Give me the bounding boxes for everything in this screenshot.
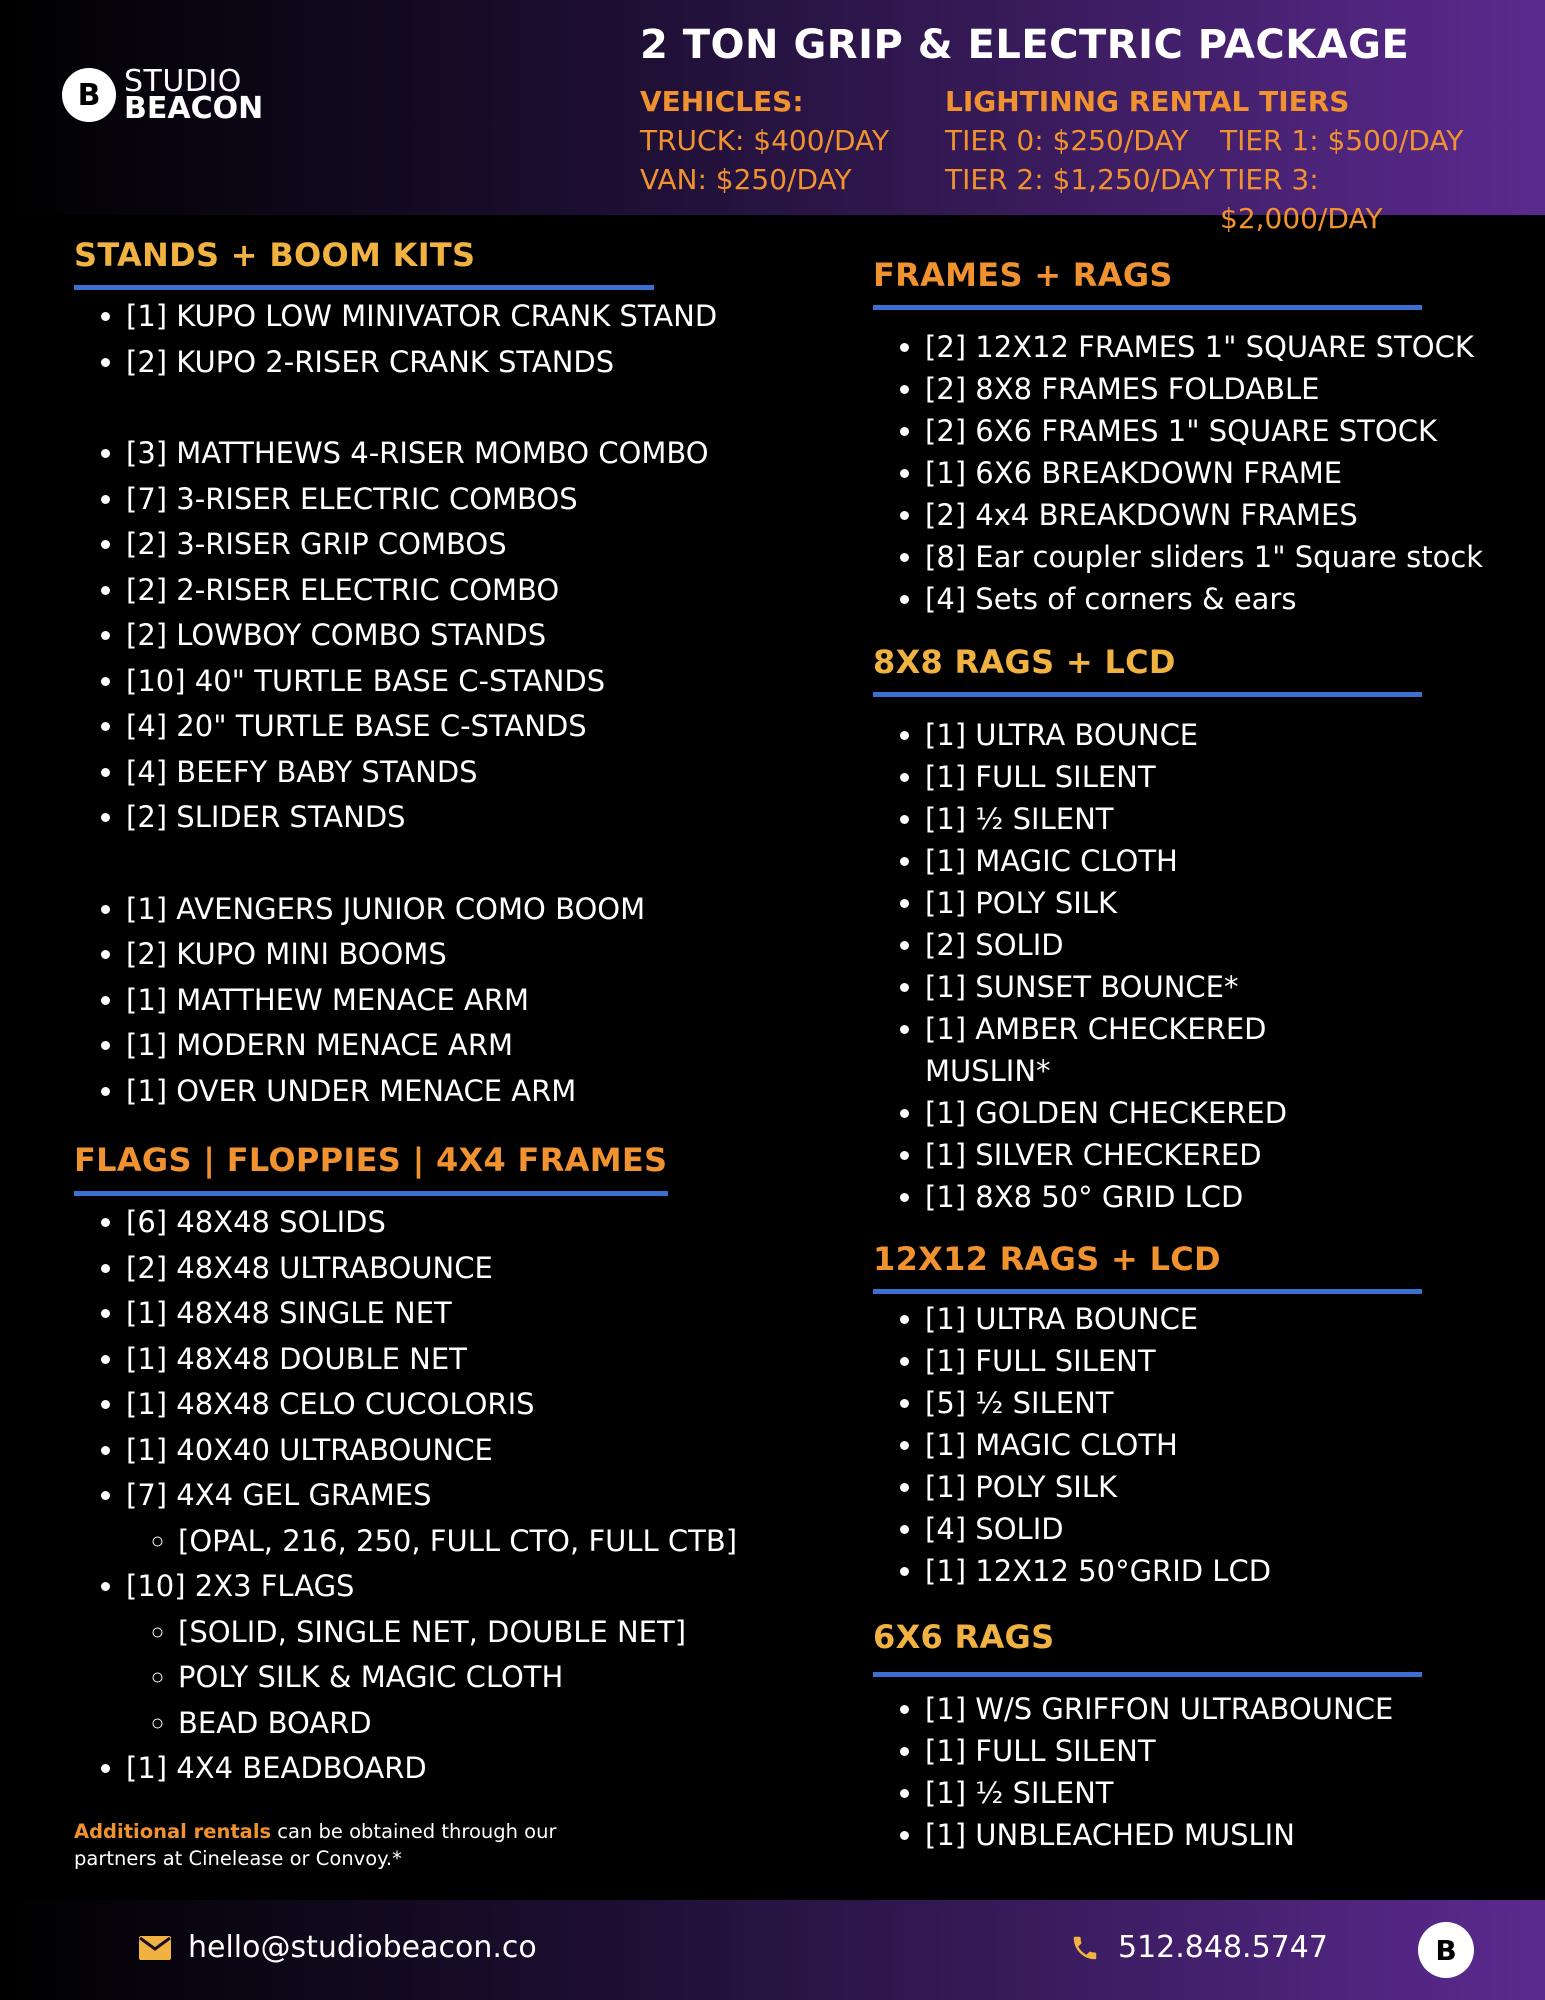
additional-rentals-note bbox=[74, 1818, 614, 1872]
sub-list-item: ◦ POLY SILK & MAGIC CLOTH bbox=[178, 1655, 737, 1701]
list-item: • [1] 48X48 SINGLE NET bbox=[126, 1291, 737, 1337]
list-item: • [1] ½ SILENT bbox=[925, 798, 1287, 840]
vehicles-block bbox=[640, 82, 889, 199]
list-item: • [1] ½ SILENT bbox=[925, 1772, 1393, 1814]
tier-0: TIER 0: $250/DAY bbox=[945, 124, 1189, 157]
list-item: • [1] GOLDEN CHECKERED bbox=[925, 1092, 1287, 1134]
rags6-list bbox=[873, 1688, 1393, 1856]
beacon-badge-logo: B bbox=[1418, 1922, 1474, 1978]
frames-list bbox=[873, 326, 1483, 620]
list-item: • [1] SILVER CHECKERED bbox=[925, 1134, 1287, 1176]
footer-email[interactable] bbox=[138, 1930, 537, 1965]
list-item: • [1] 48X48 DOUBLE NET bbox=[126, 1337, 737, 1383]
list-item: • [2] SLIDER STANDS bbox=[126, 795, 717, 841]
rags6-underline bbox=[873, 1672, 1422, 1677]
phone-icon bbox=[1068, 1931, 1102, 1965]
note-rest: can be obtained through our partners at Cinelease or Convoy.* bbox=[74, 1820, 557, 1870]
flags-list bbox=[74, 1200, 737, 1792]
list-item: • [1] POLY SILK bbox=[925, 1466, 1271, 1508]
list-item: • [1] 6X6 BREAKDOWN FRAME bbox=[925, 452, 1483, 494]
list-item: • [4] BEEFY BABY STANDS bbox=[126, 750, 717, 796]
list-item: • [1] POLY SILK bbox=[925, 882, 1287, 924]
flags-underline bbox=[74, 1191, 668, 1196]
list-item: • [1] 48X48 CELO CUCOLORIS bbox=[126, 1382, 737, 1428]
list-item: • [1] MAGIC CLOTH bbox=[925, 840, 1287, 882]
footer-phone[interactable] bbox=[1068, 1930, 1328, 1965]
list-item: • [1] ULTRA BOUNCE bbox=[925, 714, 1287, 756]
truck-rate: TRUCK: $400/DAY bbox=[640, 124, 890, 157]
gel-sublist bbox=[126, 1519, 737, 1565]
list-item: • [1] MODERN MENACE ARM bbox=[126, 1023, 717, 1069]
list-spacer bbox=[126, 841, 717, 887]
rags8-underline bbox=[873, 692, 1422, 697]
flag-sublist bbox=[126, 1610, 737, 1747]
phone-number[interactable]: 512.848.5747 bbox=[1118, 1930, 1328, 1965]
tier-1: TIER 1: $500/DAY bbox=[1220, 124, 1464, 157]
list-item: • [1] MATTHEW MENACE ARM bbox=[126, 978, 717, 1024]
list-item: • [2] 6X6 FRAMES 1" SQUARE STOCK bbox=[925, 410, 1483, 452]
list-item: • [10] 40" TURTLE BASE C-STANDS bbox=[126, 659, 717, 705]
list-item: • [6] 48X48 SOLIDS bbox=[126, 1200, 737, 1246]
note-lead: Additional rentals bbox=[74, 1820, 272, 1843]
logo-mark: B bbox=[62, 68, 116, 122]
rags12-underline bbox=[873, 1289, 1422, 1294]
stands-underline bbox=[74, 285, 654, 290]
list-item: • [1] KUPO LOW MINIVATOR CRANK STAND bbox=[126, 294, 717, 340]
list-item: • [1] AVENGERS JUNIOR COMO BOOM bbox=[126, 887, 717, 933]
list-item bbox=[126, 1564, 737, 1746]
list-item: • [1] FULL SILENT bbox=[925, 1730, 1393, 1772]
list-item: • [2] 12X12 FRAMES 1" SQUARE STOCK bbox=[925, 326, 1483, 368]
list-item-label: [1] AMBER CHECKERED bbox=[925, 1012, 1267, 1046]
logo-text bbox=[124, 64, 264, 126]
frames-title: FRAMES + RAGS bbox=[873, 256, 1173, 294]
list-item: • [2] SOLID bbox=[925, 924, 1287, 966]
list-item: • [1] UNBLEACHED MUSLIN bbox=[925, 1814, 1393, 1856]
list-item: • [1] OVER UNDER MENACE ARM bbox=[126, 1069, 717, 1115]
logo-line-2: BEACON bbox=[124, 91, 264, 126]
list-item-label: [7] 4X4 GEL GRAMES bbox=[126, 1478, 432, 1512]
rags8-list bbox=[873, 714, 1287, 1218]
list-item: • [5] ½ SILENT bbox=[925, 1382, 1271, 1424]
list-item bbox=[925, 1008, 1287, 1092]
list-item: • [1] 4X4 BEADBOARD bbox=[126, 1746, 737, 1792]
tiers-block bbox=[945, 82, 1545, 238]
rags12-list bbox=[873, 1298, 1271, 1592]
flags-title: FLAGS | FLOPPIES | 4X4 FRAMES bbox=[74, 1141, 668, 1179]
email-link[interactable]: hello@studiobeacon.co bbox=[188, 1930, 537, 1965]
list-item: • [1] 40X40 ULTRABOUNCE bbox=[126, 1428, 737, 1474]
list-item bbox=[126, 1473, 737, 1564]
list-spacer bbox=[126, 385, 717, 431]
list-item: • [4] 20" TURTLE BASE C-STANDS bbox=[126, 704, 717, 750]
stands-list bbox=[74, 294, 717, 1114]
list-item: • [1] MAGIC CLOTH bbox=[925, 1424, 1271, 1466]
list-item: • [1] FULL SILENT bbox=[925, 1340, 1271, 1382]
studio-beacon-logo bbox=[62, 64, 264, 126]
van-rate: VAN: $250/DAY bbox=[640, 163, 852, 196]
rags12-title: 12X12 RAGS + LCD bbox=[873, 1240, 1221, 1278]
list-item: • [4] Sets of corners & ears bbox=[925, 578, 1483, 620]
list-item: • [2] 8X8 FRAMES FOLDABLE bbox=[925, 368, 1483, 410]
stands-title: STANDS + BOOM KITS bbox=[74, 236, 476, 274]
list-item: • [2] KUPO 2-RISER CRANK STANDS bbox=[126, 340, 717, 386]
list-item: • [1] 12X12 50°GRID LCD bbox=[925, 1550, 1271, 1592]
list-item: • [1] SUNSET BOUNCE* bbox=[925, 966, 1287, 1008]
list-item-continuation: MUSLIN* bbox=[925, 1054, 1051, 1088]
tier-2: TIER 2: $1,250/DAY bbox=[945, 163, 1216, 196]
list-item: • [1] FULL SILENT bbox=[925, 756, 1287, 798]
list-item: • [2] 3-RISER GRIP COMBOS bbox=[126, 522, 717, 568]
frames-underline bbox=[873, 305, 1422, 310]
list-item: • [3] MATTHEWS 4-RISER MOMBO COMBO bbox=[126, 431, 717, 477]
tiers-heading: LIGHTINNG RENTAL TIERS bbox=[945, 85, 1350, 118]
list-item: • [1] W/S GRIFFON ULTRABOUNCE bbox=[925, 1688, 1393, 1730]
list-item: • [1] ULTRA BOUNCE bbox=[925, 1298, 1271, 1340]
rags8-title: 8X8 RAGS + LCD bbox=[873, 643, 1176, 681]
rags6-title: 6X6 RAGS bbox=[873, 1618, 1055, 1656]
tier-3: TIER 3: $2,000/DAY bbox=[1220, 163, 1383, 235]
sub-list-item: ◦ [SOLID, SINGLE NET, DOUBLE NET] bbox=[178, 1610, 737, 1656]
list-item: • [2] LOWBOY COMBO STANDS bbox=[126, 613, 717, 659]
list-item: • [8] Ear coupler sliders 1" Square stock bbox=[925, 536, 1483, 578]
list-item: • [2] 2-RISER ELECTRIC COMBO bbox=[126, 568, 717, 614]
list-item: • [4] SOLID bbox=[925, 1508, 1271, 1550]
sub-list-item: ◦ [OPAL, 216, 250, FULL CTO, FULL CTB] bbox=[178, 1519, 737, 1565]
logo-line-1: STUDIO bbox=[124, 64, 242, 99]
sub-list-item: ◦ BEAD BOARD bbox=[178, 1701, 737, 1747]
list-item-label: [10] 2X3 FLAGS bbox=[126, 1569, 355, 1603]
package-title: 2 TON GRIP & ELECTRIC PACKAGE bbox=[640, 22, 1410, 68]
vehicles-heading: VEHICLES: bbox=[640, 85, 804, 118]
list-item: • [2] 4x4 BREAKDOWN FRAMES bbox=[925, 494, 1483, 536]
tier-grid bbox=[945, 121, 1545, 238]
envelope-icon bbox=[138, 1931, 172, 1965]
list-item: • [7] 3-RISER ELECTRIC COMBOS bbox=[126, 477, 717, 523]
list-item: • [1] 8X8 50° GRID LCD bbox=[925, 1176, 1287, 1218]
list-item: • [2] KUPO MINI BOOMS bbox=[126, 932, 717, 978]
list-item: • [2] 48X48 ULTRABOUNCE bbox=[126, 1246, 737, 1292]
